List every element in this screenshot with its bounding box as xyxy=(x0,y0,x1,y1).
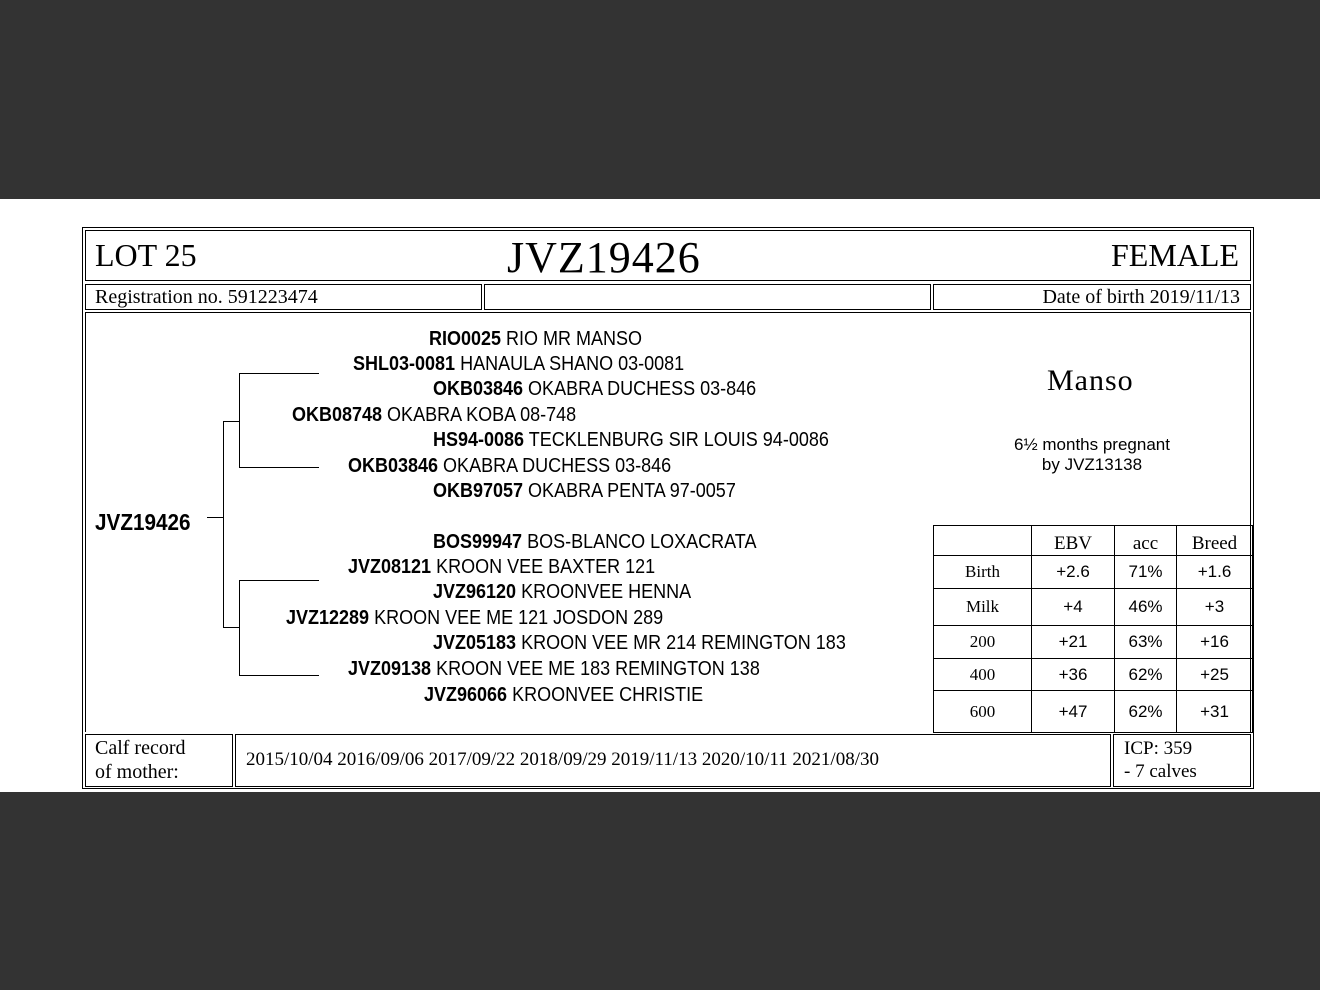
breed-value: +31 xyxy=(1177,691,1253,733)
ebv-row xyxy=(934,659,1253,691)
pedigree-entry: OKB08748 OKABRA KOBA 08-748 xyxy=(292,404,577,426)
ebv-value: +4 xyxy=(1032,589,1115,626)
acc-value: 63% xyxy=(1115,626,1177,659)
breed-value: +1.6 xyxy=(1177,556,1253,589)
main-bracket xyxy=(223,421,224,628)
pedigree-entry: SHL03-0081 HANAULA SHANO 03-0081 xyxy=(353,353,685,375)
pedigree-entry: JVZ12289 KROON VEE ME 121 JOSDON 289 xyxy=(286,607,664,629)
icp-info: ICP: 359 - 7 calves xyxy=(1124,738,1197,782)
pedigree-entry: JVZ09138 KROON VEE ME 183 REMINGTON 138 xyxy=(348,658,760,680)
ebv-header-blank xyxy=(934,526,1032,556)
ebv-value: +36 xyxy=(1032,659,1115,691)
registration-number: Registration no. 591223474 xyxy=(95,286,318,308)
dam-bracket xyxy=(239,580,240,676)
ebv-value: +2.6 xyxy=(1032,556,1115,589)
pedigree-entry: RIO0025 RIO MR MANSO xyxy=(429,328,643,350)
blank-cell xyxy=(484,284,931,310)
breed-value: +16 xyxy=(1177,626,1253,659)
breed-value: +3 xyxy=(1177,589,1253,626)
animal-sex: FEMALE xyxy=(1111,237,1239,273)
pedigree-entry: JVZ05183 KROON VEE MR 214 REMINGTON 183 xyxy=(433,632,846,654)
calf-record-label: Calf record of mother: xyxy=(95,737,186,783)
ebv-row-label: 600 xyxy=(934,691,1032,733)
breed-header: Breed xyxy=(1177,526,1253,556)
subject-connector xyxy=(207,517,223,518)
ebv-table xyxy=(933,525,1253,733)
animal-id-title: JVZ19426 xyxy=(507,233,701,282)
ebv-row-label: Birth xyxy=(934,556,1032,589)
sire-name: Manso xyxy=(1047,364,1134,397)
lot-number: LOT 25 xyxy=(95,237,197,273)
acc-header: acc xyxy=(1115,526,1177,556)
date-of-birth: Date of birth 2019/11/13 xyxy=(1042,286,1240,308)
sire-bottom-arm xyxy=(239,467,319,468)
sire-top-arm xyxy=(239,373,319,374)
acc-value: 62% xyxy=(1115,659,1177,691)
ebv-header: EBV xyxy=(1032,526,1115,556)
pedigree-entry: OKB97057 OKABRA PENTA 97-0057 xyxy=(433,480,736,502)
pedigree-entry: BOS99947 BOS-BLANCO LOXACRATA xyxy=(433,531,757,553)
acc-value: 62% xyxy=(1115,691,1177,733)
sire-bracket xyxy=(239,373,240,468)
sire-connector xyxy=(223,421,239,422)
breed-value: +25 xyxy=(1177,659,1253,691)
ebv-row-label: Milk xyxy=(934,589,1032,626)
acc-value: 71% xyxy=(1115,556,1177,589)
lot-sheet xyxy=(0,199,1320,792)
ebv-row xyxy=(934,691,1253,733)
pregnancy-status: 6½ months pregnant by JVZ13138 xyxy=(1014,435,1170,474)
pedigree-entry: JVZ08121 KROON VEE BAXTER 121 xyxy=(348,556,656,578)
ebv-row xyxy=(934,626,1253,659)
dam-bottom-arm xyxy=(239,675,319,676)
acc-value: 46% xyxy=(1115,589,1177,626)
pedigree-entry: JVZ96066 KROONVEE CHRISTIE xyxy=(424,684,704,706)
ebv-value: +21 xyxy=(1032,626,1115,659)
ebv-row-label: 200 xyxy=(934,626,1032,659)
dam-top-arm xyxy=(239,580,319,581)
pedigree-entry: HS94-0086 TECKLENBURG SIR LOUIS 94-0086 xyxy=(433,429,829,451)
ebv-row-label: 400 xyxy=(934,659,1032,691)
pedigree-entry: OKB03846 OKABRA DUCHESS 03-846 xyxy=(348,455,672,477)
ebv-value: +47 xyxy=(1032,691,1115,733)
calf-dates: 2015/10/04 2016/09/06 2017/09/22 2018/09/29 2019/11/13 2020/10/11 2021/08/30 xyxy=(246,749,879,770)
ebv-row xyxy=(934,556,1253,589)
dam-connector xyxy=(223,627,239,628)
ebv-row xyxy=(934,589,1253,626)
pedigree-entry: JVZ96120 KROONVEE HENNA xyxy=(433,581,692,603)
pedigree-entry: OKB03846 OKABRA DUCHESS 03-846 xyxy=(433,378,757,400)
pedigree-subject: JVZ19426 xyxy=(95,509,191,535)
